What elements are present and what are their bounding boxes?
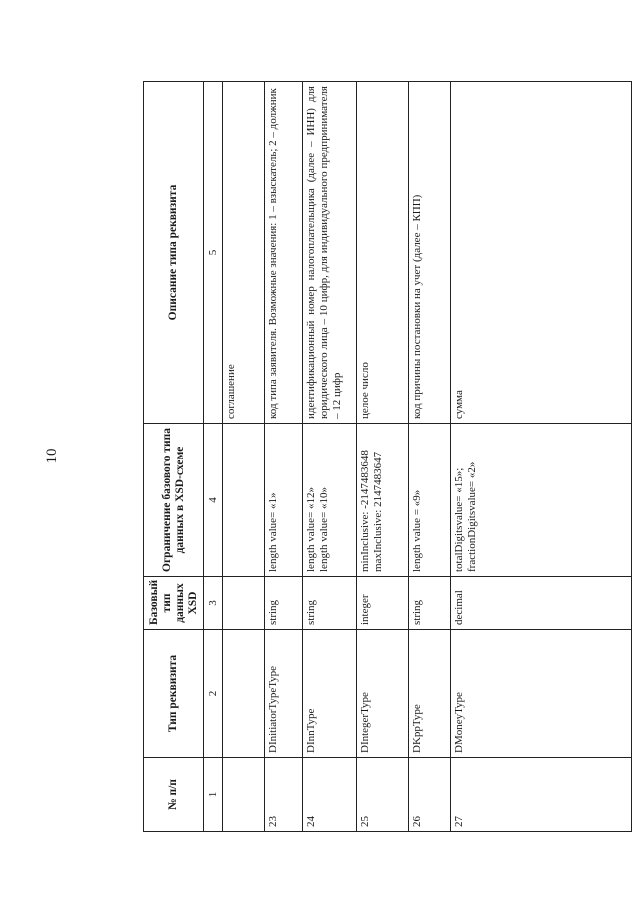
cell-type: DMoneyType: [451, 630, 632, 758]
restriction-line: length value= «10»: [318, 486, 330, 572]
table-row: [409, 82, 451, 832]
cell-base: string: [303, 577, 357, 630]
table-row: [265, 82, 303, 832]
cell-type: DInitiatorTypeType: [265, 630, 303, 758]
header-type: Тип реквизита: [144, 630, 204, 758]
cell-base: integer: [357, 577, 409, 630]
cell-restriction: [357, 424, 409, 577]
table-row: [303, 82, 357, 832]
header-description: Описание типа реквизита: [144, 82, 204, 424]
table-row: [451, 82, 632, 832]
cell-restriction: [265, 424, 303, 577]
cell-num: 24: [303, 758, 357, 832]
cell-num: 26: [409, 758, 451, 832]
cell-base: string: [409, 577, 451, 630]
cell-description: код типа заявителя. Возможные значения: 1 – взыскатель; 2 – должник: [265, 82, 303, 424]
requisites-table: [143, 81, 632, 832]
cell-base: [223, 577, 265, 630]
header-num: № п/п: [144, 758, 204, 832]
table-row: [357, 82, 409, 832]
cell-restriction: [223, 424, 265, 577]
header-row: [144, 82, 204, 832]
cell-type: DKppType: [409, 630, 451, 758]
cell-type: DIntegerType: [357, 630, 409, 758]
cell-num: [223, 758, 265, 832]
cell-num: 25: [357, 758, 409, 832]
colnum-5: 5: [204, 82, 223, 424]
restriction-line: length value= «12»: [305, 486, 317, 572]
colnum-1: 1: [204, 758, 223, 832]
cell-description: соглашение: [223, 82, 265, 424]
colnum-3: 3: [204, 577, 223, 630]
cell-description: код причины постановки на учет (далее – КПП): [409, 82, 451, 424]
cell-base: string: [265, 577, 303, 630]
cell-restriction: [451, 424, 632, 577]
cell-restriction: [303, 424, 357, 577]
cell-restriction: [409, 424, 451, 577]
header-restriction: Ограничение базового типа данных в XSD-схеме: [144, 424, 204, 577]
cell-type: DInnType: [303, 630, 357, 758]
cell-num: 27: [451, 758, 632, 832]
restriction-line: totalDigitsvalue= «15»;: [453, 467, 465, 572]
column-numbers-row: [204, 82, 223, 832]
colnum-4: 4: [204, 424, 223, 577]
cell-description: сумма: [451, 82, 632, 424]
page-number: 10: [44, 448, 60, 464]
restriction-line: length value= «1»: [267, 492, 279, 572]
restriction-line: length value = «9»: [411, 489, 423, 572]
restriction-line: maxInclusive: 2147483647: [372, 451, 384, 572]
rotated-table-wrapper: [143, 82, 632, 832]
restriction-line: minInclusive: -2147483648: [359, 450, 371, 572]
header-base-type: Базовый тип данных XSD: [144, 577, 204, 630]
restriction-line: fractionDigitsvalue= «2»: [466, 461, 478, 572]
cell-num: 23: [265, 758, 303, 832]
cell-base: decimal: [451, 577, 632, 630]
table-row-continuation: [223, 82, 265, 832]
cell-description: идентификационный номер налогоплательщика (далее – ИНН) для юридического лица – 10 цифр, для индивидуального предпринимателя – 12 цифр: [303, 82, 357, 424]
cell-type: [223, 630, 265, 758]
colnum-2: 2: [204, 630, 223, 758]
cell-description: целое число: [357, 82, 409, 424]
